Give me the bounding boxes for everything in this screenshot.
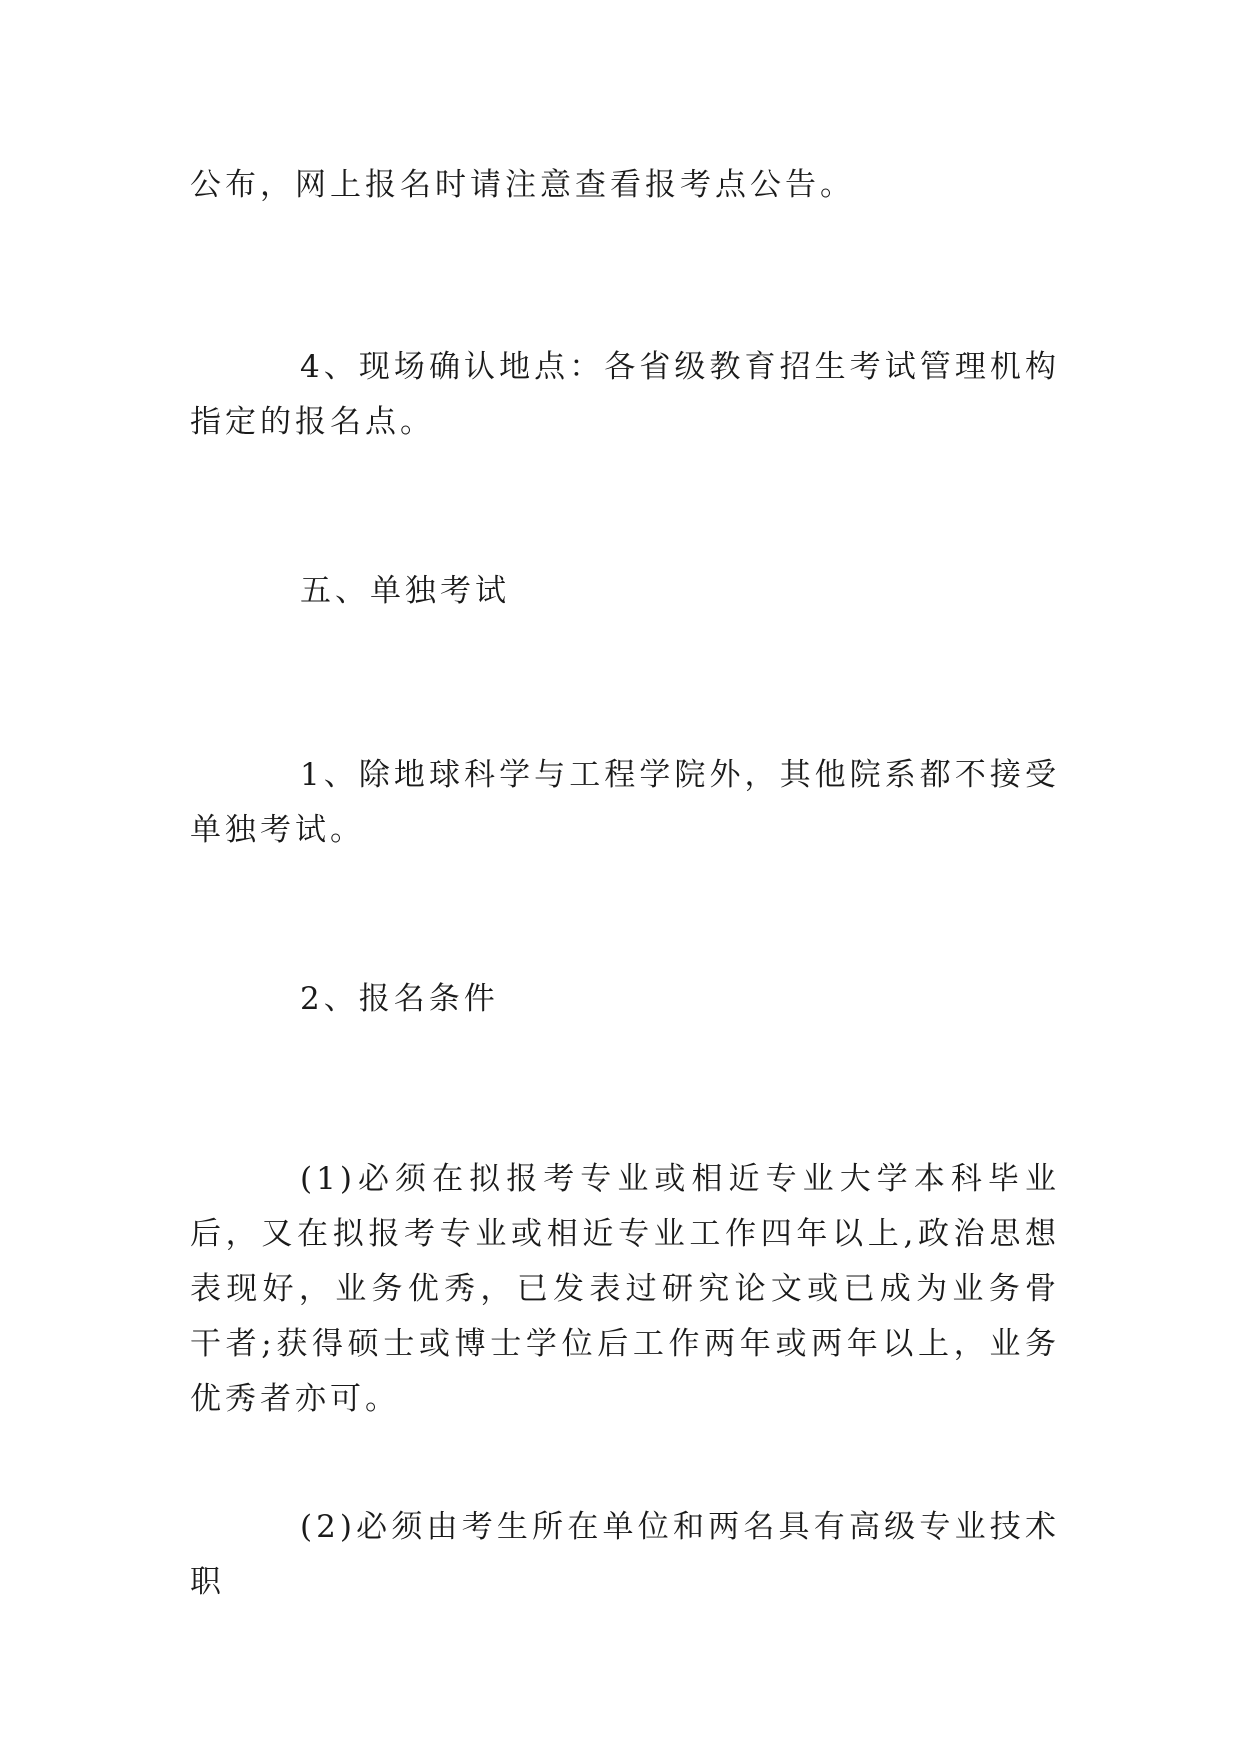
paragraph-independent-exam-scope: 1、除地球科学与工程学院外，其他院系都不接受单独考试。	[190, 757, 1060, 848]
paragraph-continuation: 公布，网上报名时请注意查看报考点公告。	[190, 167, 855, 203]
paragraph-confirmation-location: 4、现场确认地点：各省级教育招生考试管理机构指定的报名点。	[190, 349, 1060, 440]
section-heading-independent-exam: 五、单独考试	[300, 573, 510, 609]
paragraph-condition-2: (2)必须由考生所在单位和两名具有高级专业技术职	[190, 1509, 1060, 1600]
subheading-registration-conditions: 2、报名条件	[300, 981, 499, 1017]
paragraph-condition-1: (1)必须在拟报考专业或相近专业大学本科毕业后，又在拟报考专业或相近专业工作四年以上,政治思想表现好，业务优秀，已发表过研究论文或已成为业务骨干者;获得硕士或博士学位后工作两年或两年以上，业务优秀者亦可。	[190, 1161, 1060, 1417]
